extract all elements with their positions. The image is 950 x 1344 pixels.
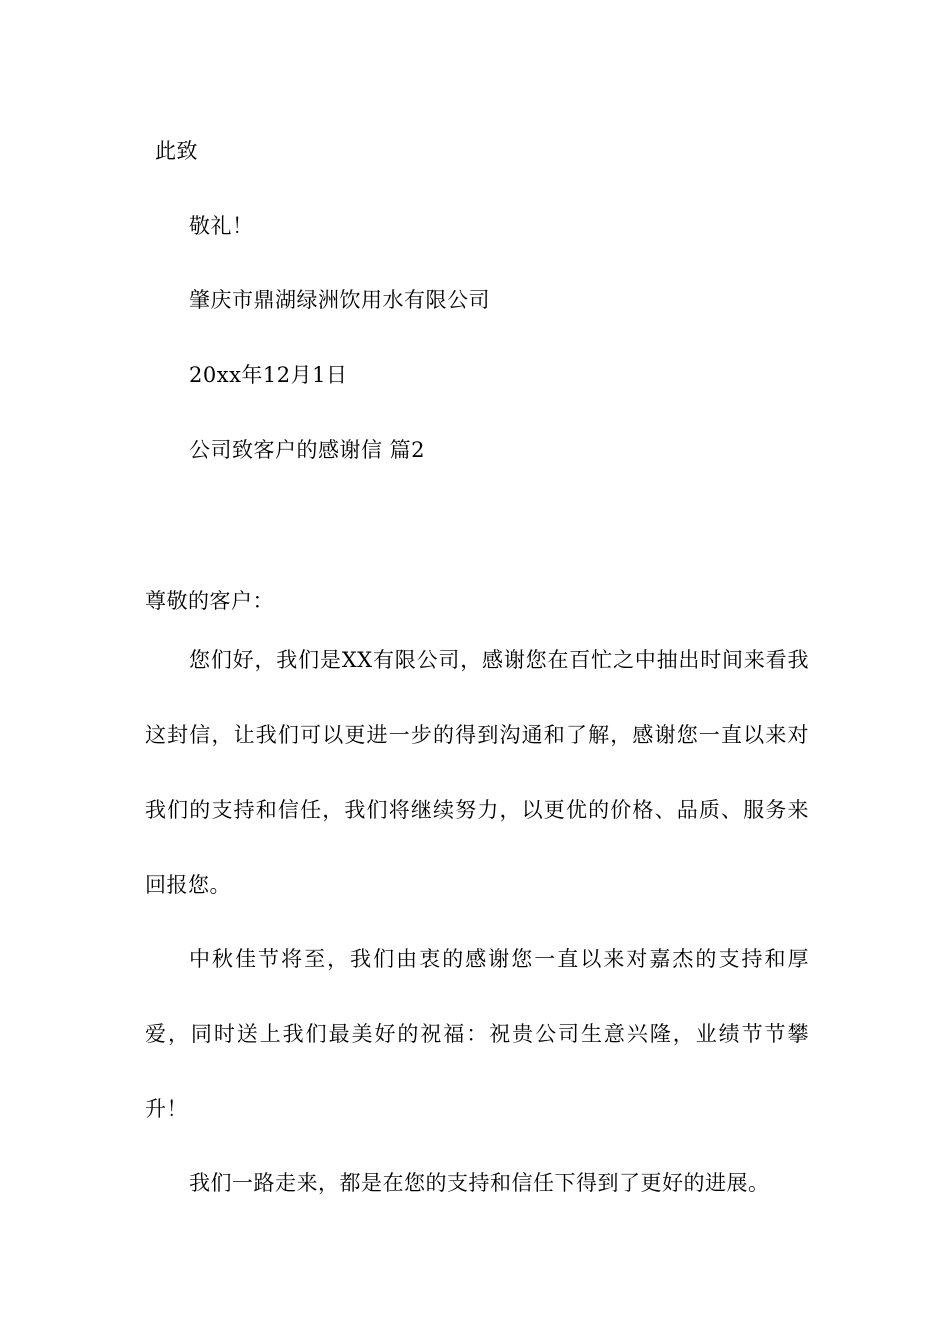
body-paragraph-2: 中秋佳节将至，我们由衷的感谢您一直以来对嘉杰的支持和厚爱，同时送上我们最美好的祝福：祝贵公司生意兴隆，业绩节节攀升！: [145, 947, 809, 1121]
letter-date: 20xx年12月1日: [189, 363, 348, 387]
closing-line-2: 敬礼！: [189, 214, 254, 238]
closing-line-1: 此致: [155, 139, 198, 163]
body-paragraph-1: 您们好，我们是XX有限公司，感谢您在百忙之中抽出时间来看我这封信，让我们可以更进一步的得到沟通和了解，感谢您一直以来对我们的支持和信任，我们将继续努力，以更优的价格、品质、服务来回报您。: [145, 648, 809, 897]
next-letter-title: 公司致客户的感谢信 篇2: [189, 438, 426, 462]
body-paragraph-3: 我们一路走来，都是在您的支持和信任下得到了更好的进展。: [189, 1171, 770, 1195]
salutation: 尊敬的客户：: [145, 589, 274, 613]
company-signature: 肇庆市鼎湖绿洲饮用水有限公司: [189, 288, 490, 312]
